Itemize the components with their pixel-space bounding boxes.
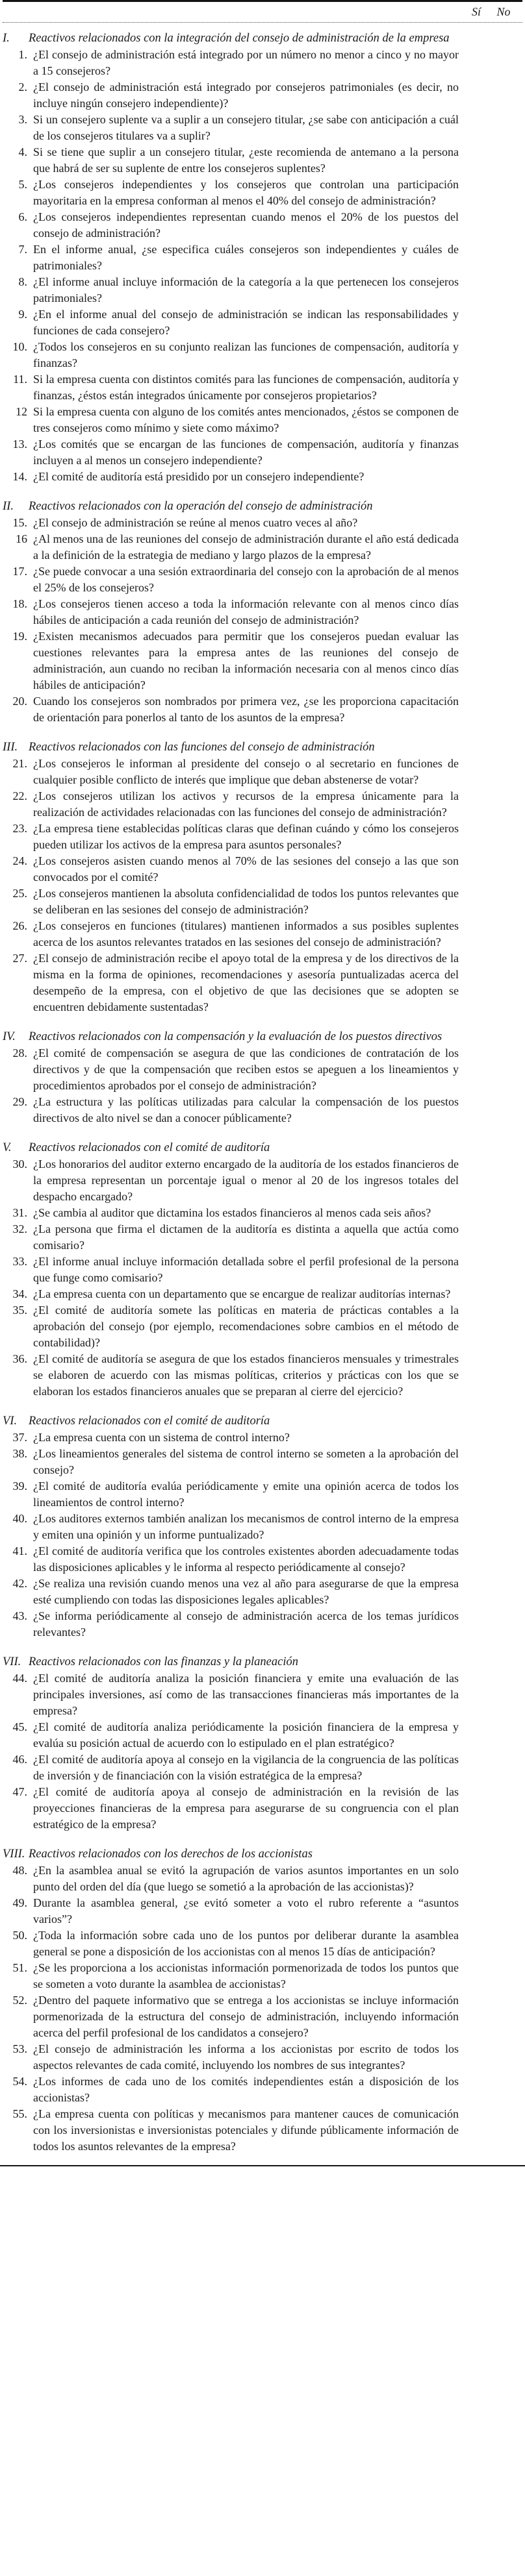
section-title: Reactivos relacionados con el comité de auditoría [29, 1141, 270, 1154]
question-number: 11. [13, 373, 27, 386]
question-text: ¿La persona que firma el dictamen de la auditoría es distinta a aquella que actúa como comisario? [33, 1222, 459, 1252]
question-item [3, 1895, 522, 1927]
section-items [3, 1670, 522, 1833]
question-item [3, 693, 522, 726]
question-number: 43. [12, 1609, 27, 1622]
section-heading [3, 31, 522, 47]
question-item [3, 596, 522, 628]
section [3, 1846, 522, 2155]
question-number: 34. [12, 1287, 27, 1300]
question-item [3, 1863, 522, 1895]
section-items [3, 1045, 522, 1126]
question-number: 41. [12, 1544, 27, 1557]
section-title: Reactivos relacionados con las funciones del consejo de administración [29, 741, 375, 754]
question-text: Si la empresa cuenta con distintos comités para las funciones de compensación, auditoría y finanzas, ¿éstos están integrados únicamente por consejeros propietarios? [33, 373, 459, 402]
question-number: 16 [16, 532, 27, 545]
question-item [3, 1446, 522, 1478]
question-number: 13. [12, 438, 27, 451]
question-number: 50. [12, 1929, 27, 1942]
question-text: ¿Se les proporciona a los accionistas información pormenorizada de todos los puntos que se someten a voto durante la asamblea de accionistas? [33, 1961, 459, 1990]
question-item [3, 274, 522, 306]
question-number: 25. [12, 887, 27, 900]
question-number: 12 [16, 405, 27, 418]
section-title: Reactivos relacionados con las finanzas y la planeación [29, 1655, 298, 1668]
question-text: ¿Los informes de cada uno de los comités independientes están a disposición de los accionistas? [33, 2075, 459, 2104]
question-item [3, 1543, 522, 1576]
question-text: ¿El comité de auditoría analiza periódicamente la posición financiera de la empresa y evalúa su posición actual de acuerdo con lo estipulado en el plan estratégico? [33, 1720, 459, 1750]
section [3, 499, 522, 726]
question-number: 14. [12, 470, 27, 483]
question-number: 38. [12, 1447, 27, 1460]
section-numeral: IV. [3, 1030, 16, 1043]
section-numeral: VI. [3, 1415, 18, 1428]
question-text: ¿El comité de auditoría analiza la posición financiera y emite una evaluación de las principales inversiones, así como de las transacciones financieras más importantes de la empresa? [33, 1672, 459, 1717]
question-item [3, 242, 522, 274]
question-item [3, 1576, 522, 1608]
question-item [3, 177, 522, 209]
question-item [3, 886, 522, 918]
question-number: 55. [12, 2107, 27, 2120]
question-text: ¿La empresa cuenta con un departamento que se encargue de realizar auditorías internas? [33, 1287, 451, 1300]
section-title: Reactivos relacionados con la compensación y la evaluación de los puestos directivos [29, 1030, 442, 1043]
question-number: 15. [12, 516, 27, 529]
question-item [3, 1670, 522, 1719]
question-text: ¿Los lineamientos generales del sistema de control interno se someten a la aprobación del consejo? [33, 1447, 459, 1476]
question-number: 5. [18, 178, 27, 191]
question-item [3, 1286, 522, 1302]
question-number: 28. [12, 1046, 27, 1059]
question-number: 23. [12, 822, 27, 835]
question-item [3, 79, 522, 112]
question-item [3, 404, 522, 436]
question-number: 49. [12, 1896, 27, 1909]
question-text: ¿Dentro del paquete informativo que se entrega a los accionistas se incluye información pormenorizada de la estructura del consejo de administración, incluyendo información acerca del perfil profesional de los candidatos a consejero? [33, 1994, 459, 2039]
section-title: Reactivos relacionados con la operación del consejo de administración [29, 500, 373, 513]
question-item [3, 371, 522, 404]
section [3, 1654, 522, 1833]
question-number: 26. [12, 919, 27, 932]
question-number: 18. [12, 597, 27, 610]
question-text: Durante la asamblea general, ¿se evitó someter a voto el rubro referente a “asuntos varios”? [33, 1896, 459, 1926]
question-text: ¿El comité de auditoría somete las políticas en materia de prácticas contables a la aprobación del consejo (por ejemplo, recomendaciones sobre cambios en el método de contabilidad)? [33, 1304, 459, 1349]
question-item [3, 1156, 522, 1205]
question-text: En el informe anual, ¿se especifica cuáles consejeros son independientes y cuáles de patrimoniales? [33, 243, 459, 272]
question-item [3, 2074, 522, 2106]
question-text: ¿El comité de auditoría se asegura de que los estados financieros mensuales y trimestrales se elaboren de acuerdo con las mismas políticas, criterios y prácticas con los que se elaboran los estados financieros anuales que se preparan al cierre del ejercicio? [33, 1352, 459, 1398]
question-item [3, 144, 522, 177]
question-item [3, 436, 522, 469]
question-text: ¿El comité de auditoría verifica que los controles existentes aborden adecuadamente todas las disposiciones aplicables y le informa al respecto periódicamente al consejo? [33, 1544, 459, 1574]
question-text: Cuando los consejeros son nombrados por primera vez, ¿se les proporciona capacitación de orientación para ponerlos al tanto de los asuntos de la empresa? [33, 695, 459, 724]
question-text: ¿El comité de auditoría apoya al consejo en la vigilancia de la congruencia de las políticas de inversión y de financiación con la visión estratégica de la empresa? [33, 1753, 459, 1782]
section [3, 739, 522, 1015]
section-numeral: I. [3, 32, 10, 45]
question-text: ¿Se informa periódicamente al consejo de administración acerca de los temas jurídicos relevantes? [33, 1609, 459, 1639]
question-number: 31. [12, 1206, 27, 1219]
question-number: 6. [18, 210, 27, 223]
question-item [3, 1221, 522, 1254]
question-item [3, 1302, 522, 1351]
question-number: 10. [12, 340, 27, 353]
question-item [3, 821, 522, 853]
question-text: ¿El comité de auditoría está presidido por un consejero independiente? [33, 470, 365, 483]
question-text: ¿El informe anual incluye información detallada sobre el perfil profesional de la persona que funge como comisario? [33, 1255, 459, 1284]
question-text: ¿El comité de auditoría evalúa periódicamente y emite una opinión acerca de todos los lineamientos de control interno? [33, 1480, 459, 1509]
question-item [3, 209, 522, 242]
question-number: 20. [12, 695, 27, 708]
question-item [3, 918, 522, 950]
question-text: ¿Se realiza una revisión cuando menos una vez al año para asegurarse de que la empresa esté cumpliendo con todas las disposiciones legales aplicables? [33, 1577, 459, 1606]
question-number: 52. [12, 1994, 27, 2007]
question-text: Si un consejero suplente va a suplir a un consejero titular, ¿se sabe con anticipación a cuál de los consejeros titulares va a suplir? [33, 113, 459, 142]
section-heading [3, 1654, 522, 1670]
section-heading [3, 739, 522, 756]
question-number: 46. [12, 1753, 27, 1766]
question-item [3, 47, 522, 79]
question-number: 30. [12, 1158, 27, 1170]
section-title: Reactivos relacionados con los derechos de los accionistas [29, 1848, 313, 1861]
question-text: ¿Los consejeros independientes representan cuando menos el 20% de los puestos del consejo de administración? [33, 210, 459, 240]
question-number: 24. [12, 854, 27, 867]
question-number: 45. [12, 1720, 27, 1733]
question-number: 35. [12, 1304, 27, 1317]
question-text: ¿Los consejeros en funciones (titulares) mantienen informados a sus posibles suplentes acerca de los asuntos relevantes tratados en las sesiones del consejo de administración? [33, 919, 459, 948]
question-item [3, 1752, 522, 1784]
question-text: Si se tiene que suplir a un consejero titular, ¿este recomienda de antemano a la persona que habrá de ser su suplente de entre los consejeros suplentes? [33, 145, 459, 175]
question-text: ¿Existen mecanismos adecuados para permitir que los consejeros puedan evaluar las cuestiones relevantes para la empresa antes de las reuniones del consejo de administración, aun cuando no reciban la información necesaria con al menos cinco días hábiles de anticipación? [33, 630, 459, 691]
question-item [3, 1045, 522, 1094]
question-text: ¿Los consejeros le informan al presidente del consejo o al secretario en funciones de cualquier posible conflicto de interés que implique que deban abstenerse de votar? [33, 757, 459, 786]
question-number: 4. [18, 145, 27, 158]
header-divider [3, 22, 522, 23]
question-number: 42. [12, 1577, 27, 1590]
question-item [3, 564, 522, 596]
sections-list [3, 31, 522, 2155]
section-numeral: VII. [3, 1655, 21, 1668]
question-text: ¿El comité de compensación se asegura de que las condiciones de contratación de los directivos y de que la compensación que reciben estos se apeguen a los lineamientos y procedimientos aprobados por el consejo de administración? [33, 1046, 459, 1092]
section-items [3, 756, 522, 1015]
section-items [3, 1430, 522, 1641]
question-number: 19. [12, 630, 27, 643]
section-items [3, 1156, 522, 1400]
question-item [3, 1351, 522, 1400]
question-number: 1. [18, 48, 27, 61]
question-text: ¿La empresa cuenta con un sistema de control interno? [33, 1431, 290, 1444]
question-text: ¿El consejo de administración recibe el apoyo total de la empresa y de los directivos de la misma en la forma de opiniones, recomendaciones y asesoría puntualizadas acerca del desempeño de la empresa, con el objetivo de que las decisiones que se adopten se encuentren debidamente sustentadas? [33, 952, 459, 1013]
question-item [3, 2041, 522, 2074]
question-text: ¿La estructura y las políticas utilizadas para calcular la compensación de los puestos directivos de alto nivel se dan a conocer públicamente? [33, 1095, 459, 1124]
section-items [3, 47, 522, 485]
question-item [3, 1254, 522, 1286]
question-item [3, 1430, 522, 1446]
answer-columns-header [3, 2, 522, 21]
question-text: ¿Al menos una de las reuniones del consejo de administración durante el año está dedicada a la definición de la estrategia de mediano y largo plazos de la empresa? [33, 532, 459, 562]
question-item [3, 853, 522, 886]
question-text: ¿El informe anual incluye información de la categoría a la que pertenecen los consejeros patrimoniales? [33, 275, 459, 304]
question-text: ¿Todos los consejeros en su conjunto realizan las funciones de compensación, auditoría y finanzas? [33, 340, 459, 369]
question-number: 54. [12, 2075, 27, 2088]
question-item [3, 1608, 522, 1641]
question-text: ¿Se puede convocar a una sesión extraordinaria del consejo con la aprobación de al menos el 25% de los consejeros? [33, 565, 459, 594]
question-item [3, 1511, 522, 1543]
section-heading [3, 1413, 522, 1430]
section [3, 1413, 522, 1641]
question-number: 27. [12, 952, 27, 965]
question-text: ¿El comité de auditoría apoya al consejo de administración en la revisión de las proyecciones financieras de la empresa para asegurarse de su congruencia con el plan estratégico de la empresa? [33, 1785, 459, 1831]
question-item [3, 756, 522, 788]
question-item [3, 1992, 522, 2041]
question-text: Si la empresa cuenta con alguno de los comités antes mencionados, ¿éstos se componen de tres consejeros como mínimo y siete como máximo? [33, 405, 459, 434]
question-item [3, 2106, 522, 2155]
section-numeral: III. [3, 741, 18, 754]
question-number: 36. [12, 1352, 27, 1365]
question-item [3, 628, 522, 693]
question-text: ¿Los comités que se encargan de las funciones de compensación, auditoría y finanzas incluyen a al menos un consejero independiente? [33, 438, 459, 467]
question-number: 8. [18, 275, 27, 288]
question-number: 21. [12, 757, 27, 770]
question-number: 17. [12, 565, 27, 578]
section [3, 1029, 522, 1126]
section [3, 1140, 522, 1400]
question-number: 39. [12, 1480, 27, 1492]
question-item [3, 1094, 522, 1126]
question-text: ¿El consejo de administración está integrado por consejeros patrimoniales (es decir, no incluye ningún consejero independiente)? [33, 80, 459, 110]
section-title: Reactivos relacionados con el comité de auditoría [29, 1415, 270, 1428]
section-heading [3, 499, 522, 515]
question-number: 32. [12, 1222, 27, 1235]
question-text: ¿En el informe anual del consejo de administración se indican las responsabilidades y funciones de cada consejero? [33, 308, 459, 337]
question-item [3, 531, 522, 564]
question-text: ¿Toda la información sobre cada uno de los puntos por deliberar durante la asamblea general se pone a disposición de los accionistas con al menos 15 días de anticipación? [33, 1929, 459, 1958]
section-items [3, 1863, 522, 2155]
no-column-label: No [496, 5, 511, 18]
question-text: ¿Se cambia al auditor que dictamina los estados financieros al menos cada seis años? [33, 1206, 431, 1219]
section-heading [3, 1140, 522, 1156]
section-title: Reactivos relacionados con la integración del consejo de administración de la empresa [29, 32, 450, 45]
question-number: 47. [12, 1785, 27, 1798]
question-number: 33. [12, 1255, 27, 1268]
question-number: 53. [12, 2042, 27, 2055]
question-item [3, 1784, 522, 1833]
question-number: 48. [12, 1864, 27, 1877]
yes-column-label: Sí [471, 5, 481, 18]
question-item [3, 112, 522, 144]
section-numeral: II. [3, 500, 14, 513]
question-number: 51. [12, 1961, 27, 1974]
question-item [3, 469, 522, 485]
question-item [3, 339, 522, 371]
question-item [3, 515, 522, 531]
question-item [3, 788, 522, 821]
section-items [3, 515, 522, 726]
question-text: ¿Los consejeros asisten cuando menos al 70% de las sesiones del consejo a las que son convocados por el comité? [33, 854, 459, 884]
question-item [3, 1205, 522, 1221]
question-number: 22. [12, 789, 27, 802]
question-text: ¿El consejo de administración les informa a los accionistas por escrito de todos los aspectos relevantes de cada comité, incluyendo los nombres de sus integrantes? [33, 2042, 459, 2072]
question-item [3, 1478, 522, 1511]
question-number: 7. [18, 243, 27, 256]
question-text: ¿La empresa cuenta con políticas y mecanismos para mantener cauces de comunicación con los inversionistas e inversionistas potenciales y difunde públicamente información de todos los asuntos relevantes de la empresa? [33, 2107, 459, 2153]
question-text: ¿Los consejeros independientes y los consejeros que controlan una participación mayoritaria en la empresa conforman al menos el 40% del consejo de administración? [33, 178, 459, 207]
section [3, 31, 522, 485]
question-text: ¿La empresa tiene establecidas políticas claras que definan cuándo y cómo los consejeros pueden utilizar los activos de la empresa para asuntos personales? [33, 822, 459, 851]
question-item [3, 1719, 522, 1752]
question-text: ¿Los consejeros tienen acceso a toda la información relevante con al menos cinco días hábiles de anticipación a cada reunión del consejo de administración? [33, 597, 459, 626]
question-text: ¿El consejo de administración se reúne al menos cuatro veces al año? [33, 516, 358, 529]
question-number: 37. [12, 1431, 27, 1444]
question-item [3, 306, 522, 339]
question-number: 3. [18, 113, 27, 126]
question-item [3, 950, 522, 1015]
question-text: ¿Los honorarios del auditor externo encargado de la auditoría de los estados financieros de la empresa representan un porcentaje igual o menor al 20 de los ingresos totales del despacho encargado? [33, 1158, 459, 1203]
question-item [3, 1960, 522, 1992]
section-numeral: V. [3, 1141, 12, 1154]
question-number: 9. [18, 308, 27, 321]
question-number: 29. [12, 1095, 27, 1108]
question-text: ¿Los consejeros utilizan los activos y recursos de la empresa únicamente para la realización de actividades relacionadas con las funciones del consejo de administración? [33, 789, 459, 819]
question-text: ¿Los consejeros mantienen la absoluta confidencialidad de todos los puntos relevantes que se deliberan en las sesiones del consejo de administración? [33, 887, 459, 916]
section-heading [3, 1029, 522, 1045]
question-item [3, 1927, 522, 1960]
question-number: 40. [12, 1512, 27, 1525]
section-numeral: VIII. [3, 1848, 25, 1861]
section-heading [3, 1846, 522, 1863]
question-text: ¿El consejo de administración está integrado por un número no menor a cinco y no mayor a 15 consejeros? [33, 48, 459, 77]
question-number: 44. [12, 1672, 27, 1685]
question-number: 2. [18, 80, 27, 93]
question-text: ¿Los auditores externos también analizan los mecanismos de control interno de la empresa y emiten una opinión y un informe puntualizado? [33, 1512, 459, 1541]
question-text: ¿En la asamblea anual se evitó la agrupación de varios asuntos importantes en un solo punto del orden del día (que luego se sometió a la aprobación de las accionistas)? [33, 1864, 459, 1893]
